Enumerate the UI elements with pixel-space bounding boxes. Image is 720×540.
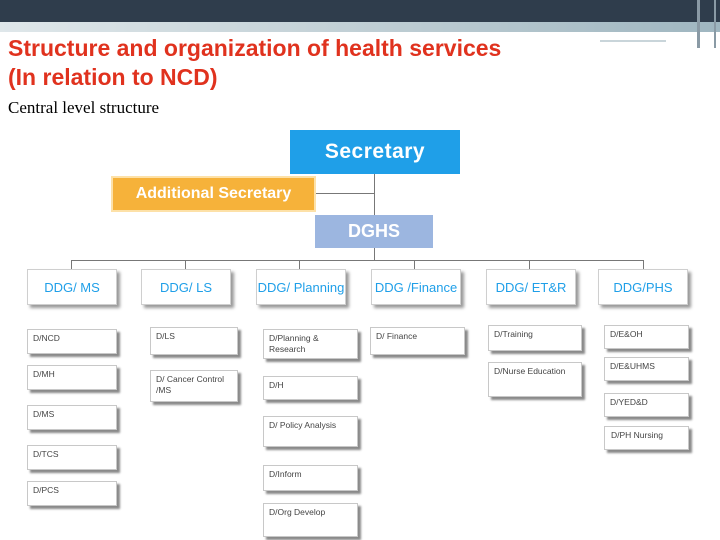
unit-box-euhms: D/E&UHMS (604, 357, 689, 381)
title-line-1: Structure and organization of health services (8, 35, 502, 61)
ddg-phs-box: DDG/PHS (598, 269, 688, 305)
divider (600, 40, 666, 42)
unit-box-ph-nursing: D/PH Nursing (604, 426, 689, 450)
connector-ddg (299, 260, 300, 269)
title-line-2: (In relation to NCD) (8, 64, 218, 90)
unit-box-policy-analysis: D/ Policy Analysis (263, 416, 358, 447)
connector-ddg (185, 260, 186, 269)
unit-box-tcs: D/TCS (27, 445, 117, 470)
connector-secretary-dghs (374, 174, 375, 215)
corner-decoration (697, 0, 700, 48)
unit-box-org-develop: D/Org Develop (263, 503, 358, 537)
dghs-box: DGHS (315, 215, 433, 248)
unit-box-h: D/H (263, 376, 358, 400)
slide-title (8, 34, 501, 92)
connector-ddg (414, 260, 415, 269)
ddg-finance-box: DDG /Finance (371, 269, 461, 305)
connector-additional-secretary (316, 193, 374, 194)
header-accent-band (0, 22, 720, 32)
ddg-planning-box: DDG/ Planning (256, 269, 346, 305)
unit-box-ms: D/MS (27, 405, 117, 430)
connector-ddg (71, 260, 72, 269)
unit-box-planning-research: D/Planning & Research (263, 329, 358, 359)
connector-dghs-down (374, 248, 375, 260)
ddg-etr-box: DDG/ ET&R (486, 269, 576, 305)
unit-box-cancer-control: D/ Cancer Control /MS (150, 370, 238, 402)
header-bar (0, 0, 720, 22)
unit-box-mh: D/MH (27, 365, 117, 390)
unit-box-training: D/Training (488, 325, 582, 351)
connector-ddg (643, 260, 644, 269)
unit-box-pcs: D/PCS (27, 481, 117, 506)
unit-box-nurse-education: D/Nurse Education (488, 362, 582, 397)
ddg-ms-box: DDG/ MS (27, 269, 117, 305)
connector-ddg (529, 260, 530, 269)
unit-box-yedd: D/YED&D (604, 393, 689, 417)
unit-box-eoh: D/E&OH (604, 325, 689, 349)
secretary-box: Secretary (290, 130, 460, 174)
unit-box-inform: D/Inform (263, 465, 358, 491)
unit-box-ls: D/LS (150, 327, 238, 355)
ddg-ls-box: DDG/ LS (141, 269, 231, 305)
unit-box-finance: D/ Finance (370, 327, 465, 355)
slide-subtitle: Central level structure (8, 98, 160, 117)
connector-ddg-bus (71, 260, 644, 261)
unit-box-ncd: D/NCD (27, 329, 117, 354)
corner-decoration (714, 0, 716, 48)
additional-secretary-box: Additional Secretary (111, 176, 316, 212)
